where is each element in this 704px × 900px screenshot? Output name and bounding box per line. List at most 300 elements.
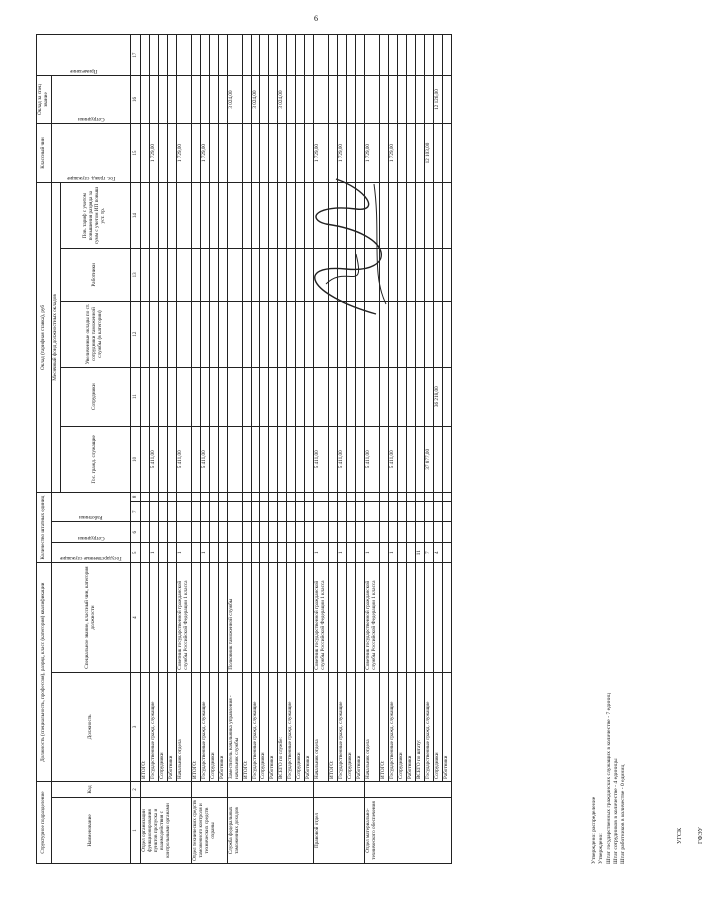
staff-count-cell — [433, 522, 442, 542]
spacer-cell — [251, 492, 260, 501]
notes-cell — [347, 35, 356, 76]
rank-cell — [442, 563, 451, 672]
notes-cell — [314, 35, 329, 76]
rank-pay-cell — [415, 123, 424, 182]
position-cell: Работники — [167, 672, 176, 781]
staff-salary-cell — [442, 367, 451, 426]
gov-salary-cell — [347, 426, 356, 492]
civil-count-cell — [209, 542, 218, 562]
spacer-cell — [356, 492, 365, 501]
staff-count-cell — [260, 522, 269, 542]
position-cell: Начальник отдела — [176, 672, 191, 781]
civil-count-cell: 1 — [338, 542, 347, 562]
table-row — [338, 35, 347, 864]
staff-salary-cell — [176, 367, 191, 426]
gov-salary-cell — [278, 426, 287, 492]
rank-pay-cell: 1 729,00 — [149, 123, 158, 182]
workers-salary-cell — [209, 249, 218, 301]
handwritten-signature — [286, 174, 406, 324]
special-pay-cell: 12 126,00 — [433, 76, 442, 124]
spacer-cell — [314, 492, 329, 501]
notes-cell — [406, 35, 415, 76]
allowance2-cell — [200, 183, 209, 249]
spacer-cell — [191, 492, 200, 501]
worker-count-cell — [442, 501, 451, 521]
header-notes: Примечание — [37, 35, 131, 76]
special-pay-cell — [389, 76, 398, 124]
civil-count-cell: 4 — [433, 542, 442, 562]
worker-count-cell — [158, 501, 167, 521]
column-number: 11 — [130, 367, 140, 426]
civil-count-cell — [287, 542, 296, 562]
column-number: 16 — [130, 76, 140, 124]
special-pay-cell — [338, 76, 347, 124]
staff-count-cell — [389, 522, 398, 542]
worker-count-cell — [424, 501, 433, 521]
rank-pay-cell — [218, 123, 227, 182]
rank-pay-cell: 1 729,00 — [365, 123, 380, 182]
allowance-cell — [158, 301, 167, 367]
header-position-group: Должность (специальность, профессия), разряд, класс (категория) квалификации — [37, 563, 52, 782]
worker-count-cell — [433, 501, 442, 521]
column-number: 13 — [130, 249, 140, 301]
notes-cell — [365, 35, 380, 76]
gov-salary-cell — [380, 426, 389, 492]
header-civil-servant: Государственные служащие — [51, 542, 130, 562]
header-gov-civil: Гос. гражд. служащие — [60, 426, 130, 492]
worker-count-cell — [329, 501, 338, 521]
spacer-cell — [397, 492, 406, 501]
staff-salary-cell — [158, 367, 167, 426]
gov-salary-cell — [329, 426, 338, 492]
table-row — [442, 35, 451, 864]
worker-count-cell — [305, 501, 314, 521]
allowance-cell — [242, 301, 251, 367]
table-row — [260, 35, 269, 864]
staff-count-cell — [278, 522, 287, 542]
notes-cell — [200, 35, 209, 76]
sign-label-ugsk: УГСК — [676, 827, 683, 844]
worker-count-cell — [314, 501, 329, 521]
sign-label-gfeu: ГФЭУ — [697, 827, 704, 844]
notes-cell — [287, 35, 296, 76]
rank-pay-cell: 1 729,00 — [200, 123, 209, 182]
rank-cell: Полковник таможенной службы — [227, 563, 242, 672]
notes-cell — [442, 35, 451, 76]
staff-salary-cell — [338, 367, 347, 426]
table-row — [242, 35, 251, 864]
allowance-cell — [251, 301, 260, 367]
rank-cell — [433, 563, 442, 672]
rank-cell — [287, 563, 296, 672]
footer-line: Утверждено: распределение — [591, 796, 597, 864]
allowance2-cell — [433, 183, 442, 249]
table-row — [314, 35, 329, 864]
worker-count-cell — [140, 501, 149, 521]
header-staff-count: Количество штатных единиц — [37, 492, 52, 563]
workers-salary-cell — [433, 249, 442, 301]
department-name: Отдел технических средств таможенного контроля и технических средств охраны — [191, 797, 227, 863]
civil-count-cell — [191, 542, 200, 562]
staff-count-cell — [227, 522, 242, 542]
rank-pay-cell — [442, 123, 451, 182]
allowance2-cell — [269, 183, 278, 249]
header-rank-pay: Классный чин — [37, 123, 52, 182]
gov-salary-cell — [397, 426, 406, 492]
column-number: 6 — [130, 522, 140, 542]
rank-cell — [251, 563, 260, 672]
table-row — [269, 35, 278, 864]
special-pay-cell — [314, 76, 329, 124]
special-pay-cell — [356, 76, 365, 124]
position-cell: ИТОГО: — [191, 672, 200, 781]
column-number: 10 — [130, 426, 140, 492]
staff-count-cell — [329, 522, 338, 542]
column-number: 3 — [130, 672, 140, 781]
spacer-cell — [433, 492, 442, 501]
table-row — [167, 35, 176, 864]
rank-cell — [329, 563, 338, 672]
staff-count-cell — [406, 522, 415, 542]
workers-salary-cell — [218, 249, 227, 301]
rank-pay-cell — [167, 123, 176, 182]
spacer-cell — [260, 492, 269, 501]
worker-count-cell — [296, 501, 305, 521]
allowance2-cell — [260, 183, 269, 249]
rank-cell — [260, 563, 269, 672]
header-rank-civil: Гос. гражд. служащие — [51, 123, 130, 182]
table-row — [200, 35, 209, 864]
allowance-cell — [424, 301, 433, 367]
worker-count-cell — [218, 501, 227, 521]
spacer-cell — [338, 492, 347, 501]
column-number: 17 — [130, 35, 140, 76]
notes-cell — [242, 35, 251, 76]
civil-count-cell — [218, 542, 227, 562]
allowance2-cell — [209, 183, 218, 249]
column-number: 12 — [130, 301, 140, 367]
special-pay-cell — [380, 76, 389, 124]
allowance-cell — [260, 301, 269, 367]
staff-count-cell — [397, 522, 406, 542]
rank-cell: Советник государственной гражданской службы Российской Федерации 1 класса — [176, 563, 191, 672]
position-cell: Сотрудники — [296, 672, 305, 781]
staff-count-cell — [242, 522, 251, 542]
rank-cell — [209, 563, 218, 672]
signature-labels — [676, 827, 704, 844]
table-row — [176, 35, 191, 864]
staff-salary-cell — [278, 367, 287, 426]
special-pay-cell — [191, 76, 200, 124]
rank-cell — [389, 563, 398, 672]
staff-salary-cell — [218, 367, 227, 426]
position-cell: ВСЕГО по штату: — [415, 672, 424, 781]
worker-count-cell — [397, 501, 406, 521]
staff-salary-cell — [356, 367, 365, 426]
workers-salary-cell — [242, 249, 251, 301]
notes-cell — [176, 35, 191, 76]
gov-salary-cell — [209, 426, 218, 492]
allowance2-cell — [140, 183, 149, 249]
special-pay-cell — [424, 76, 433, 124]
spacer-cell — [149, 492, 158, 501]
position-cell: Сотрудники — [433, 672, 442, 781]
civil-count-cell — [158, 542, 167, 562]
staff-count-cell — [442, 522, 451, 542]
staff-count-cell — [287, 522, 296, 542]
special-pay-cell — [167, 76, 176, 124]
notes-cell — [140, 35, 149, 76]
gov-salary-cell: 5 411,00 — [389, 426, 398, 492]
header-special-rank: Специальное звание, классный чин, категория должности — [51, 563, 130, 672]
gov-salary-cell: 37 877,00 — [424, 426, 433, 492]
rank-cell — [200, 563, 209, 672]
rank-pay-cell: 1 729,00 — [389, 123, 398, 182]
workers-salary-cell — [269, 249, 278, 301]
civil-count-cell — [140, 542, 149, 562]
rank-pay-cell — [158, 123, 167, 182]
staff-salary-cell — [389, 367, 398, 426]
gov-salary-cell — [356, 426, 365, 492]
civil-count-cell: 11 — [415, 542, 424, 562]
civil-count-cell — [296, 542, 305, 562]
position-cell: Заместитель начальника управления - начальник службы — [227, 672, 242, 781]
special-pay-cell — [149, 76, 158, 124]
department-name: Правовой отдел — [314, 797, 365, 863]
worker-count-cell — [365, 501, 380, 521]
allowance-cell — [433, 301, 442, 367]
column-number: 7 — [130, 501, 140, 521]
spacer-cell — [415, 492, 424, 501]
worker-count-cell — [287, 501, 296, 521]
allowance-cell — [218, 301, 227, 367]
workers-salary-cell — [191, 249, 200, 301]
staff-salary-cell — [365, 367, 380, 426]
column-number: 14 — [130, 183, 140, 249]
special-pay-cell — [347, 76, 356, 124]
table-header — [37, 35, 141, 864]
header-employees: Сотрудники — [51, 522, 130, 542]
staff-count-cell — [338, 522, 347, 542]
column-number: 8 — [130, 492, 140, 501]
worker-count-cell — [356, 501, 365, 521]
position-cell: ИТОГО: — [380, 672, 389, 781]
civil-count-cell — [347, 542, 356, 562]
notes-cell — [158, 35, 167, 76]
staff-count-cell — [167, 522, 176, 542]
position-cell: Сотрудники — [347, 672, 356, 781]
rank-cell — [269, 563, 278, 672]
allowance2-cell — [424, 183, 433, 249]
special-pay-cell — [296, 76, 305, 124]
allowance-cell — [415, 301, 424, 367]
worker-count-cell — [347, 501, 356, 521]
civil-count-cell — [442, 542, 451, 562]
position-cell: Работники — [442, 672, 451, 781]
allowance2-cell — [191, 183, 200, 249]
staff-salary-cell — [397, 367, 406, 426]
allowance-cell — [140, 301, 149, 367]
workers-salary-cell — [424, 249, 433, 301]
department-code — [140, 782, 191, 798]
worker-count-cell — [227, 501, 242, 521]
column-number: 1 — [130, 797, 140, 863]
staff-count-cell — [305, 522, 314, 542]
worker-count-cell — [415, 501, 424, 521]
staff-count-cell — [209, 522, 218, 542]
special-pay-cell: 3 024,00 — [278, 76, 287, 124]
workers-salary-cell — [200, 249, 209, 301]
notes-cell — [251, 35, 260, 76]
allowance2-cell — [227, 183, 242, 249]
worker-count-cell — [251, 501, 260, 521]
table-row — [380, 35, 389, 864]
rank-pay-cell: 1 729,00 — [176, 123, 191, 182]
staff-salary-cell — [305, 367, 314, 426]
civil-count-cell: 1 — [176, 542, 191, 562]
rank-pay-cell: 1 729,00 — [314, 123, 329, 182]
notes-cell — [218, 35, 227, 76]
gov-salary-cell — [287, 426, 296, 492]
gov-salary-cell — [260, 426, 269, 492]
header-name: Наименование — [51, 797, 130, 863]
gov-salary-cell — [227, 426, 242, 492]
spacer-cell — [365, 492, 380, 501]
allowance-cell — [227, 301, 242, 367]
table-row — [347, 35, 356, 864]
civil-count-cell — [329, 542, 338, 562]
notes-cell — [269, 35, 278, 76]
gov-salary-cell — [269, 426, 278, 492]
position-cell: Работники — [218, 672, 227, 781]
table-row — [296, 35, 305, 864]
rank-cell — [338, 563, 347, 672]
notes-cell — [167, 35, 176, 76]
spacer-cell — [287, 492, 296, 501]
workers-salary-cell — [167, 249, 176, 301]
civil-count-cell: 1 — [200, 542, 209, 562]
allowance-cell — [167, 301, 176, 367]
spacer-cell — [176, 492, 191, 501]
gov-salary-cell: 5 411,00 — [338, 426, 347, 492]
notes-cell — [305, 35, 314, 76]
worker-count-cell — [149, 501, 158, 521]
rank-cell — [380, 563, 389, 672]
staff-count-cell — [140, 522, 149, 542]
allowance-cell — [191, 301, 200, 367]
gov-salary-cell — [242, 426, 251, 492]
rank-cell — [424, 563, 433, 672]
staffing-table — [36, 34, 452, 864]
worker-count-cell — [406, 501, 415, 521]
allowance-cell — [200, 301, 209, 367]
rank-pay-cell — [433, 123, 442, 182]
header-monthly-fund: Месячный фонд должностных окладов — [51, 183, 60, 493]
header-structural-unit: Структурное подразделение — [37, 782, 52, 864]
gov-salary-cell — [305, 426, 314, 492]
civil-count-cell — [260, 542, 269, 562]
position-cell: ИТОГО: — [242, 672, 251, 781]
table-row — [287, 35, 296, 864]
staff-salary-cell — [415, 367, 424, 426]
position-cell: Работники — [305, 672, 314, 781]
header-workers2: Работники — [60, 249, 130, 301]
gov-salary-cell — [406, 426, 415, 492]
civil-count-cell — [227, 542, 242, 562]
special-pay-cell: 3 024,00 — [251, 76, 260, 124]
worker-count-cell — [338, 501, 347, 521]
page-number: 6 — [314, 14, 318, 23]
worker-count-cell — [176, 501, 191, 521]
civil-count-cell — [278, 542, 287, 562]
staff-count-cell — [149, 522, 158, 542]
notes-cell — [433, 35, 442, 76]
gov-salary-cell — [296, 426, 305, 492]
header-workers: Работники — [51, 492, 130, 522]
notes-cell — [278, 35, 287, 76]
rank-cell — [356, 563, 365, 672]
workers-salary-cell — [158, 249, 167, 301]
special-pay-cell: 3 024,00 — [227, 76, 242, 124]
column-number: 5 — [130, 542, 140, 562]
position-cell: Государственные гражд. служащие — [424, 672, 433, 781]
allowance2-cell — [242, 183, 251, 249]
staff-count-cell — [356, 522, 365, 542]
column-number: 2 — [130, 782, 140, 798]
staff-count-cell — [176, 522, 191, 542]
notes-cell — [149, 35, 158, 76]
table-row — [227, 35, 242, 864]
allowance2-cell — [176, 183, 191, 249]
notes-cell — [191, 35, 200, 76]
department-code — [191, 782, 227, 798]
gov-salary-cell — [218, 426, 227, 492]
position-cell: ВСЕГО по службе: — [278, 672, 287, 781]
notes-cell — [227, 35, 242, 76]
spacer-cell — [347, 492, 356, 501]
worker-count-cell — [278, 501, 287, 521]
spacer-cell — [200, 492, 209, 501]
workers-salary-cell — [227, 249, 242, 301]
rank-cell — [305, 563, 314, 672]
position-cell: Работники — [269, 672, 278, 781]
special-pay-cell — [406, 76, 415, 124]
allowance2-cell — [251, 183, 260, 249]
staff-salary-cell — [269, 367, 278, 426]
header-salary-group: Оклад (тарифная ставка), руб — [37, 183, 52, 493]
notes-cell — [209, 35, 218, 76]
rank-cell — [218, 563, 227, 672]
notes-cell — [380, 35, 389, 76]
staff-salary-cell — [329, 367, 338, 426]
rank-pay-cell — [269, 123, 278, 182]
workers-salary-cell — [260, 249, 269, 301]
position-cell: Государственные гражд. служащие — [338, 672, 347, 781]
gov-salary-cell — [442, 426, 451, 492]
allowance-cell — [269, 301, 278, 367]
rank-cell — [278, 563, 287, 672]
gov-salary-cell — [140, 426, 149, 492]
notes-cell — [424, 35, 433, 76]
spacer-cell — [209, 492, 218, 501]
allowance-cell — [406, 301, 415, 367]
table-row — [406, 35, 415, 864]
staff-count-cell — [365, 522, 380, 542]
spacer-cell — [167, 492, 176, 501]
civil-count-cell: 1 — [389, 542, 398, 562]
allowance2-cell — [158, 183, 167, 249]
spacer-cell — [442, 492, 451, 501]
